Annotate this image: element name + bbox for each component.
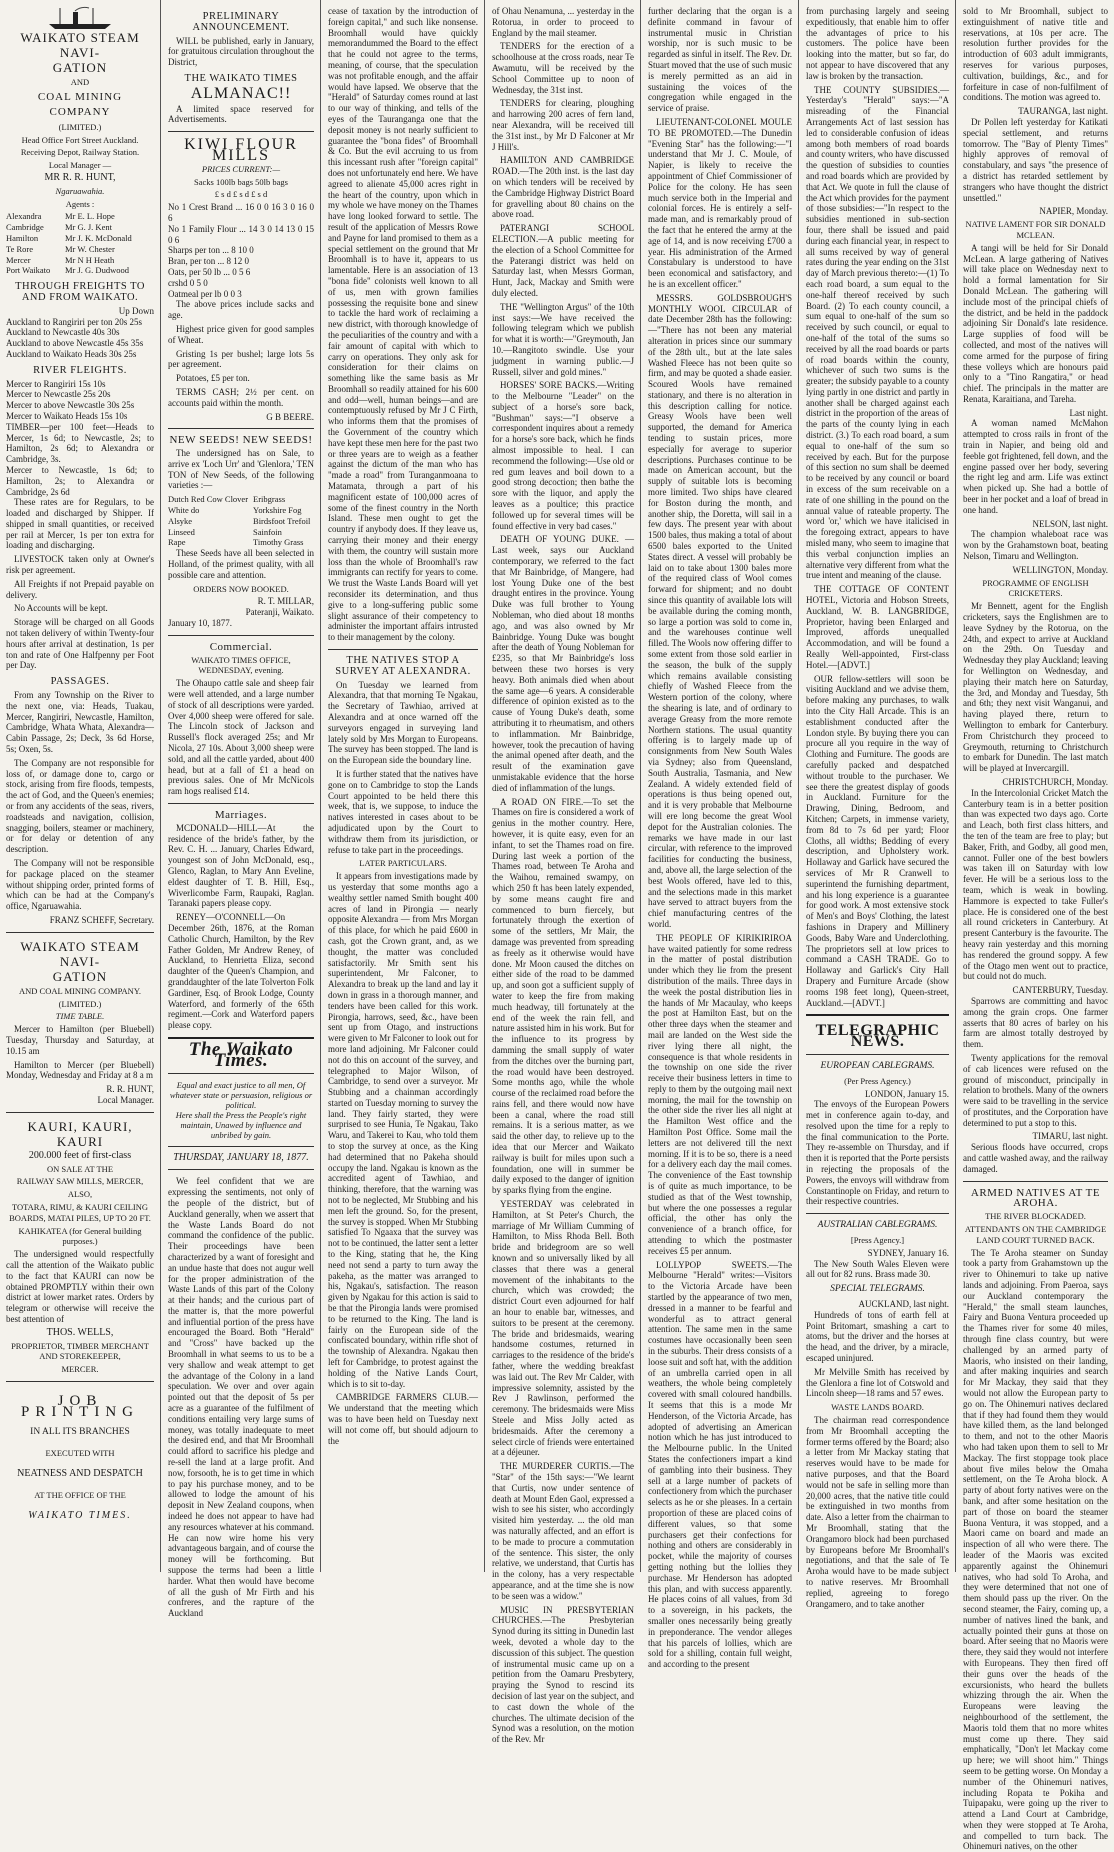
- telegram-body: A tangi will be held for Sir Donald McLean. A large gathering of Natives will take place on Wednesday next to hold a formal lamentation for Sir Donald McLean. The gathering will include most of the principal chiefs of the district, and be held in the paddock adjoining Sir Donald's late residence. Large supplies of food will be collected, and most of the natives will come armed for the purpose of firing these volleys which are honours paid only to a "Tino Rangatira," or head chief. The principals in the matter are Renata, Karaitiana, and Tareha.: [963, 242, 1108, 404]
- neatness-label: NEATNESS AND DESPATCH: [17, 1468, 143, 1480]
- news-item: HAMILTON AND CAMBRIDGE ROAD.—The 20th inst. is the last day on which tenders will be received by the Cambridge Highway District Board for gravelling about 80 chains on the above road.: [492, 155, 634, 220]
- motto-2: Here shall the Press the People's right maintain, Unawed by influence and unbribed by gain.: [175, 1109, 307, 1140]
- freight-line: Auckland to Newcastle 40s 30s: [6, 327, 120, 338]
- wells-role: PROPRIETOR, TIMBER MERCHANT AND STOREKEEPER,: [11, 1340, 149, 1362]
- price-row: Bran, per ton ... 8 12 0: [168, 256, 249, 267]
- telegraphic-news-heading: TELEGRAPHIC NEWS.: [815, 1022, 940, 1051]
- passages-heading: PASSAGES.: [50, 676, 110, 688]
- seed-item: Eribgrass: [253, 494, 286, 505]
- column-rule: [320, 0, 321, 1572]
- farmers-club: CAMBRIDGE FARMERS CLUB.—We understand that the meeting which was to have been held on Tuesday next will not come off, but should adjourn to the: [328, 1392, 478, 1446]
- column-5: [642, 0, 798, 1670]
- column-rule: [160, 0, 161, 1572]
- later-particulars: LATER PARTICULARS.: [359, 858, 447, 869]
- steam-title-2: GATION: [52, 60, 108, 75]
- price-row: Oats, per 50 lb ... 0 5 6: [168, 266, 251, 277]
- masthead: The Waikato Times.: [188, 1038, 294, 1071]
- millar-location: Pateranji, Waikato.: [245, 607, 314, 618]
- steam-title: WAIKATO STEAM NAVI-: [20, 30, 140, 60]
- river-line: Mercer to Newcastle, 1s 6d; to Hamilton, 2s; to Alexandra or Cambridge, 2s 6d: [6, 464, 154, 497]
- auckland-dateline: AUCKLAND, last night.: [858, 1299, 949, 1310]
- agent-row: Port Waikato Mr J. G. Dudwood: [6, 265, 129, 276]
- beere-signature: G B BEERE.: [266, 411, 314, 422]
- kauri-sale: ON SALE AT THE: [46, 1163, 114, 1174]
- agents-label: Agents :: [65, 198, 95, 209]
- seeds-body: The undersigned has on Sale, to arrive ex 'Loch Urr' and 'Glenlora,' TEN TON of New Seeds, of the following varieties :—: [168, 448, 314, 491]
- news-item: A ROAD ON FIRE.—To set the Thames on fire is considered a work of genius in the mother country. Here, however, it is quite easy, even for an infant, to set the Thames road on fire. During last week a portion of the Thames road, between Te Aroha and the Waihou, remained swampy, on which 250 ft has been lately expended, by some means caught fire and commenced to burn fiercely, but fortunately through the exertion of some of the settlers, Mr Mair, the damage was prevented from spreading as freely as it otherwise would have done. Mr Moon caused the ditches on either side of the road to be dammed up, and soon got a sufficient supply of water to keep the fire from making much headway, till fortunately at the end of the week the rain fell, and nature assisted him in his work. But for the influence to its progress by damming the small supply of water from the ditches over the burning part, the road would have been destroyed. Some months ago, while the whole course of the reclaimed road before the rains fell, and there would now have been a canal, where the road still remains. It is a serious matter, as we said the other day, to relieve up to the idea that our Mercer and Waikato railway is built for miles upon such a foundation, one will in summer be daily exposed to the danger of ignition by sparks flying from the engine.: [492, 796, 634, 1196]
- limited2-label: (LIMITED.): [58, 998, 102, 1009]
- freights-updown: Up Down: [118, 305, 154, 316]
- timetable-line: Mercer to Hamilton (per Bluebell) Tuesday, Thursday and Saturday, at 10.15 am: [6, 1024, 154, 1056]
- price-row: crshd 0 5 0: [168, 277, 208, 288]
- steamship-icon: [45, 6, 115, 30]
- waikato-times-label: WAIKATO TIMES.: [28, 1509, 132, 1521]
- orders-booked: ORDERS NOW BOOKED.: [193, 583, 289, 594]
- seed-item: Birdsfoot Trefoil: [253, 515, 311, 526]
- almanac-note: A limited space reserved for Advertisements.: [168, 103, 314, 125]
- commercial-heading: Commercial.: [209, 640, 273, 653]
- waste-lands-body: The chairman read correspondence from Mr Broomhall accepting the former terms offered by the Board; also a letter from Mr Mackay stating that reserves would have to be made for native purposes, and that the Board would not be safe in selling more than 20,000 acres, that the native title could be extinguished in two months from date. Also a letter from the chairman to Mr Broomhall, stating that the Orangamoro block had been purchased by Europeans before Mr Broomhall's negotiations, and that the sale of Te Aroha would have to be made subject to native reserves. Mr Broomhall replied, agreeing to forego Orangamero, and to take another: [806, 1415, 949, 1609]
- cable-body: The envoys of the European Powers met in conference again to-day, and resolved upon the time for a reply to the final communication to the Porte. They re-assemble on Thursday, and if then it is reported that the Porte persists in rejecting the proposals of the Powers, the envoys will withdraw from Constantinople on Friday, and return to their respective countries.: [806, 1099, 949, 1207]
- london-dateline: LONDON, January 15.: [865, 1088, 949, 1099]
- timetable-label: TIME TABLE.: [55, 1011, 105, 1022]
- telegram-body: Serious floods have occurred, crops and cattle washed away, and the railway damaged.: [963, 1142, 1108, 1174]
- potatoes-note: Potatoes, £5 per ton.: [176, 373, 250, 384]
- seeds-note: These Seeds have all been selected in Holland, of the primest quality, with all possible care and attention.: [168, 548, 314, 580]
- river-line: Mercer to Rangiriri 15s 10s: [6, 378, 106, 389]
- telegram-body: Dr Pollen left yesterday for Katikati special settlement, and returns tomorrow. The "Bay of Plenty Times" highly approves of removal of constabulary, and says "the presence of a district has retarded settlement by strangers who have thought the district unsettled.": [963, 116, 1108, 203]
- river-note: LIVESTOCK taken only at Owner's risk per agreement.: [6, 554, 154, 576]
- commercial-office: WAIKATO TIMES OFFICE, WEDNESDAY, evening.: [191, 654, 291, 676]
- leading-article: We feel confident that we are expressing the sentiments, not only of the people of the district, but of Auckland generally, when we assert that the Waste Lands Board do not command the confidence of the public. Their proceedings have been characterized by a want of foresight and an undue haste that does not augur well for the proper administration of the Waste Lands of this part of the Colony at their hands; and the curious part of the matter is, that the more powerful and influential portion of the press have encouraged the Board. Both "Herald" and "Cross" have backed up the Broomhall in what seems to us to be a very shallow and weak attempt to get the advantage of the Colony in a land speculation. We over and over again pointed out that the deposit of 5s per acre as a guarantee of the fulfilment of conditions entailing very large sums of money, was totally inadequate to meet the desired end, and that Mr Broomhall could afford to sacrifice his pledge and re-sell the land at a large profit. And now, forsooth, he is to get time in which to pay his purchase money, and to be allowed to lodge the amount of his deposit in New Zealand coupons, when indeed he does not appear to have had any resources whatever at his command. He can now wire home his very advantageous bargain, and of course the money will be forthcoming. But suppose the terms had been a little harder. What then would have become of all the gush of Mr Firth and his confreres, and the rapture of the Auckland: [168, 1176, 314, 1619]
- price-row: No 1 Family Flour ... 14 3 0 14 13 0 15 0 6: [168, 223, 314, 245]
- sacks-header: Sacks 100lb bags 50lb bags: [194, 176, 288, 187]
- telegram-body: Twenty applications for the removal of cab licences were refused on the ground of misconduct, principally in relation to brothels. Many of the owners were said to be travelling in the service of prostitutes, and the Corporation have determined to put a stop to this.: [963, 1052, 1108, 1128]
- price-row: Oatmeal per lb 0 0 3: [168, 288, 242, 299]
- news-item: MUSIC IN PRESBYTERIAN CHURCHES.—The Presbyterian Synod during its sitting in Dunedin last week, devoted a whole day to the discussion of this subject. The question of instrumental music came up on a petition from the Oamaru Presbytery, praying the Synod to rescind its decision of last year on the subject, and to cast down the whole of the churches. The ultimate decision of the Synod was a resolution, on the motion of the Rev. Mr: [492, 1604, 634, 1745]
- news-item: THE "Wellington Argus" of the 10th inst says:—We have received the following telegram which we publish for what it is worth:—"Greymouth, Jan 10.—Rangitoto swindle. Use your judgment in warning public.—J Russell, silver and gold mines.": [492, 301, 634, 377]
- news-item: of Ohau Nenamuna, ... yesterday in the Rotorua, in order to proceed to England by the mail steamer.: [492, 6, 634, 38]
- hunt-signature: R. R. HUNT,: [106, 1084, 154, 1095]
- prices-note: The above prices include sacks and age.: [168, 299, 314, 321]
- river-note: No Accounts will be kept.: [14, 603, 108, 614]
- river-heading: RIVER FLEIGHTS.: [33, 364, 127, 376]
- hunt-role: Local Manager.: [97, 1094, 154, 1105]
- news-item: TENDERS for clearing, ploughing and harrowing 200 acres of fern land, near Alexandra, will be received till the 31st inst., by Mr D Falconer at Mr J Hill's.: [492, 98, 634, 152]
- agent-row: Alexandra Mr E. L. Hope: [6, 211, 115, 222]
- last-night-dateline: Last night.: [1069, 407, 1108, 418]
- kauri-mill: RAILWAY SAW MILLS, MERCER,: [16, 1176, 144, 1187]
- marriage-notice: RENEY—O'CONNELL—On December 26th, 1876, at the Roman Catholic Church, Hamilton, by the Rev Father Golden, Mr Andrew Reney, of Auckland, to Henrietta Eliza, second daughter of the Queen's Champion, and granddaughter of the late Tolverton Folk Gardiner, Esq. of Brook Lodge, County Waterford, and formerly of the 65th regiment.—Cork and Waterford papers please copy.: [168, 912, 314, 1031]
- seed-list: [168, 494, 314, 548]
- agent-row: Mercer Mr N H Heath: [6, 254, 115, 265]
- gristing-note: Gristing 1s per bushel; large lots 5s per agreement.: [168, 348, 314, 370]
- news-item: LIEUTENANT-COLONEL MOULE TO BE PROMOTED.—The Dunedin "Evening Star" has the following:—"I understand that Mr J. C. Moule, of Napier, is likely to receive the appointment of Chief Commissioner of Police for the colony. He has seen much service both in the Imperial and colonial forces. He is entirely a self-made man, and is remarkably proud of the fact that he entered the army at the age of 14, and is now receiving £700 a year. His administration of the Armed Constabulary is understood to have been economical and satisfactory, and he is an excellent officer.": [648, 116, 792, 289]
- river-line: TIMBER—per 100 feet—Heads to Mercer, 1s 6d; to Newcastle, 2s; to Hamilton, 2s 6d; to Alexandra or Cambridge, 3s.: [6, 421, 154, 465]
- river-blockaded: THE RIVER BLOCKADED.: [985, 1211, 1086, 1222]
- news-item: from purchasing largely and seeing expeditiously, that enable him to offer the advantages of price to his customers. The police have been looking into the matter, but so far, do not appear to have discovered that any law is broken by the transaction.: [806, 6, 949, 81]
- all-branches: IN ALL ITS BRANCHES: [30, 1427, 130, 1438]
- seed-item: Alsyke: [168, 515, 193, 526]
- tauranga-dateline: TAURANGA, last night.: [1018, 106, 1108, 117]
- marriages-heading: Marriages.: [214, 809, 268, 821]
- seed-item: White do: [168, 505, 200, 516]
- mercer-label: MERCER.: [61, 1364, 99, 1375]
- waste-lands-heading: WASTE LANDS BOARD.: [831, 1402, 924, 1413]
- manager-name: MR R. R. HUNT,: [44, 171, 116, 183]
- price-row: No 1 Crest Brand ... 16 0 0 16 3 0 16 0 6: [168, 202, 314, 223]
- millar-date: January 10, 1877.: [168, 618, 232, 629]
- almanac-title: ALMANAC!!: [190, 84, 292, 102]
- river-note: These rates are for Regulars, to be loaded and discharged by Shipper. If shipped in small quantities, or received per rail at Mercer, 1s per ton extra for loading and discharging.: [6, 497, 154, 551]
- column-rule: [955, 0, 956, 1572]
- highest-price-note: Highest price given for good samples of Wheat.: [168, 323, 314, 345]
- column-rule: [798, 0, 799, 1572]
- news-item: THE PEOPLE OF KIRIKIRIROA have waited patiently for some redress in the matter of postal distribution under which they lie from the present distribution of the mails. Three days in the week the postal distribution lies in the hands of Mr Macaulay, who keeps the post at Hamilton East, but on the other three days when the steamer and mail are landed on the West side the river lying there all night, the consequence is that whole residents in the township on one side the river receive their business letters in time to reply to them by the outgoing mail next morning, the mail for the township on the other side the river lies all night at the Hamilton West office and the Hamilton Post Office. Some mail the letters are not delivered till the next morning. If it is to be so, there is a need for a delivery each day the mail comes. The convenience of the East township is of quite as much importance, to be studied as that of the West township, but where the one possesses a regular official, the other has only the convenience of a branch office, for attending to which the postmaster receives £5 per annum.: [648, 932, 792, 1256]
- kauri-also: ALSO,: [67, 1189, 93, 1200]
- new-seeds-heading: NEW SEEDS! NEW SEEDS!: [169, 434, 313, 447]
- news-item: MESSRS. GOLDSBROUGH'S MONTHLY WOOL CIRCULAR of date December 28th has the following:—"There has not been any material alteration in prices since our summary of the 28th ult., but at the late sales Washed Fleece has not been quite so firm, and may be quoted a shade easier. Scoured Wools have remained stationary, and there is no alteration in this description calling for notice. Greasy Wools have been well supported, the demand for America tending to sustain prices, more especially for average to superior descriptions. Purchases continue to be made on American account, but the supply of suitable lots is becoming more limited. Two ships have cleared for Boston during the month, and another ship, the Doretta, will sail in a few days. The present year with about 1500 bales, thus making a total of about 6500 bales exported to the United States direct. A vessel will probably be laid on to take about 1300 bales more of the required class of Wool comes forward for shipment; and no doubt since this quantity of available lots will be available during the coming month, so large a portion was sold to come in, and the warehouses continue well filled. The Wools now offering differ to some extent from those sold earlier in the season, the bulk of the supply which remains available consisting chiefly of Washed Fleece from the Western portion of the colony, where the shearing is late, and of ordinary to average Greasy from the more remote Northern stations. The usual quantity offering is to largely made up of consignments from New South Wales via Sydney; also from Queensland, South Australia, Tasmania, and New Zealand. A widely extended field of operations is thus being opened out, and it is very probable that Melbourne will ere long become the great Wool depot for the Australian colonies. The remarks we have made in our last circular, with reference to the improved facilities for conducting the business, and, above all, the large selection of the best Wools offered, have led to this, and the selections made in this market have served to attract buyers from the chief manufacturing centres of the world.: [648, 292, 792, 929]
- natives-body: On Tuesday we learned from Alexandra, that that morning Te Ngakau, the Secretary of Tawhiao, arrived at Alexandra and at once warned off the surveyors engaged in surveying land lately sold by Mrs Morgan to Europeans. The survey has been stopped. The land is on the European side the boundary line.: [328, 679, 478, 766]
- wells-name: THOS. WELLS,: [46, 1326, 114, 1338]
- advertisement: OUR fellow-settlers will soon be visiting Auckland and we advise them, before making any purchases, to walk into the City Hall Arcade. This is an establishment conducted after the London style. By buying there you can procure all you require in the way of Clothing and Furniture. The goods are carefully packed and despatched without trouble to the purchaser. We see there the greatest display of goods in Auckland. Furniture for the Drawing, Dining, Bedroom, and Kitchen; Carpets, in immense variety, from 8d to 7s 6d per yard; Floor Cloths, all widths; Bedding of every description, and Upholstery work. Hollaway and Garlick have secured the services of Mr R Cranwell to superintend the furnishing department, and his long experience is a guarantee for good work. A most extensive stock of Men's and Boys' Clothing, the latest fashions in Drapery and Millinery Goods, Baby Ware and Underclothing. The proprietors sell at low prices to command a CASH TRADE. Go to Hollaway and Garlick's City Hall Drapery and Furniture Arcade (show rooms 198 feet long), Queen-street, Auckland.—[ADVT.]: [806, 673, 949, 1008]
- executed-label: EXECUTED WITH: [45, 1448, 115, 1459]
- armed-natives-body: The Te Aroha steamer on Sunday took a party from Grahamstown up the river to Ohinemuri to take up native lands and adjoining. From Paeroa, says our Auckland contemporary the "Herald," the small steam launches, Fairy and Buona Ventura proceeded up the Thames river for some 40 miles, through fine class country, but were challenged by an armed party of Maoris, who insisted on their landing, and after making inquiries and search for Mr Mackay, they said that they would not allow the European party to go on. The Ohinemuri natives declared that if they had found them they would have killed them, as the land belonged to them, and not to the other Maoris who had taken upon them to sell to Mr Mackay. The first stoppage took place about five miles below the Omaha settlement, on the Te Aroha block. A party of about forty natives were on the bank, and after some hesitation on the part of those on board the steamer Buona Ventura, it was stopped, and a Maori came on board and made an inspection of all who were there. The leader of the Maoris was excited apparently against the Ohinemuri natives, who had sold To Aroha, and they were determined that not one of them should pass up the river. On the second steamer, the Fairy, coming up, a number of natives lined the bank, and actually pointed their guns at those on board. After seeing that no Maoris were there, they said they would not interfere with Europeans. They then fired off their guns over the heads of the excursionists, who heard the bullets whizzing through the air. When the Europeans were leaving the neighbourhood of the settlement, the Maoris told them that no more whites must come up there. They said emphatically, "Don't let Mackay come up here; we will shoot him." Things seem to be getting worse. On Monday a number of the Ohinemuri natives, including Ropata te Pokiha and Tuipapaku, were going up the river to attend a Land Court at Cambridge, when they were stopped at Te Aroha, and compelled to turn back. The Ohinemuri natives, on the other: [963, 1247, 1108, 1852]
- seed-item: Linseed: [168, 526, 195, 537]
- manager-label: Local Manager —: [48, 160, 112, 171]
- river-line: Mercer to above Newcastle 30s 25s: [6, 400, 135, 411]
- press-agency: (Per Press Agency.): [844, 1075, 911, 1086]
- sydney-dateline: SYDNEY, January 16.: [867, 1247, 949, 1258]
- telegram-body: Hundreds of tons of earth fell at Point Britomart, smashing a cart to atoms, but the driver and the horses at the head, and the driver, by a miracle, escaped uninjured.: [806, 1309, 949, 1364]
- telegram-body: The champion whaleboat race was won by the Grahamstown boat, beating Nelson, Timaru and Wellington.: [963, 529, 1108, 562]
- river-line: Mercer to Waikato Heads 15s 10s: [6, 410, 128, 421]
- seed-item: Dutch Red Cow Clover: [168, 494, 249, 505]
- column-2: [162, 0, 320, 1619]
- telegram-body: Mr Bennett, agent for the English cricketers, says the Englishmen are to leave Sydney by the Rotorua, on the 24th, and expect to arrive at Auckland on the 29th. On Tuesday and Wednesday they play Auckland; leaving for Wellington on Wednesday, and playing their match here on Saturday, the 3rd, and Monday and Tuesday, 5th and 6th; they next visit Wanganui, and having played there, return to Wellington to embark for Canterbury. From Christchurch they proceed to Greymouth, returning to Christchurch to embark for Dunedin. The last match will be played at Invercargill.: [963, 601, 1108, 774]
- timetable-line: Hamilton to Mercer (per Bluebell) Monday, Wednesday and Friday at 8 a m: [6, 1059, 154, 1081]
- coal-title: COAL MINING COMPANY: [37, 90, 123, 118]
- column-1: [0, 0, 160, 1572]
- canterbury-dateline: CANTERBURY, Tuesday.: [1012, 985, 1108, 996]
- job-printing-heading: JOB PRINTING: [21, 1392, 139, 1420]
- column-4: [486, 0, 640, 1745]
- agents-table: [6, 211, 154, 276]
- kauri-amount: 200.000 feet of first-class: [28, 1149, 132, 1161]
- agent-row: Te Rore Mr W. Chester: [6, 243, 115, 254]
- column-rule: [640, 0, 641, 1572]
- freights-heading: THROUGH FREIGHTS TO AND FROM WAIKATO.: [15, 281, 145, 303]
- steam2-title: WAIKATO STEAM NAVI-: [20, 938, 140, 969]
- news-item: TENDERS for the erection of a schoolhouse at the cross roads, near Te Awamutu, will be received by the School Committee up to noon of Wednesday, the 31st inst.: [492, 41, 634, 95]
- motto: Equal and exact justice to all men, Of whatever state or persuasion, religious or political.: [169, 1079, 313, 1110]
- price-row: Sharps per ton ... 8 10 0: [168, 245, 254, 256]
- news-item: sold to Mr Broomhall, subject to extinguishment of native title and reservations, at 10s per acre. The resolution further provides for the introduction of 603 adult immigrants, reserves for various purposes, cultivation, buildings, &c., and for forfeiture in case of non-fulfilment of conditions. The motion was agreed to.: [963, 6, 1108, 103]
- press-agency: [Press Agency.]: [850, 1235, 905, 1246]
- manager-location: Ngaruawahia.: [55, 185, 105, 196]
- kauri-body: The undersigned would respectfully call the attention of the Waikato public to the fact that KAURI can now be obtained PROMPTLY within their own district at lower market rates. Orders by telegram or otherwise will receive the best attention of: [6, 1249, 154, 1324]
- commercial-body: The Ohaupo cattle sale and sheep fair were well attended, and a large number of stock of all descriptions were yarded. Over 4,000 sheep were offered for sale. The Lincoln stock of Jackson and Russell's flock averaged 25s; and Mr Nicola, 27 10s. About 3,000 sheep were sold, and all the cattle yarded, about 400 head, but at a fall of £1 a head on previous sales. One of Mr McNicols ram hogs realised £14.: [168, 678, 314, 797]
- australian-cablegrams: AUSTRALIAN CABLEGRAMS.: [817, 1220, 938, 1231]
- telegram-body: Mr Melville Smith has received by the Glenlora a fine lot of Cotswold and Lincoln sheep—18 rams and 57 ewes.: [806, 1366, 949, 1399]
- kauri-heading: KAURI, KAURI, KAURI: [27, 1118, 133, 1149]
- news-item: YESTERDAY was celebrated in Hamilton, at St Peter's Church, the marriage of Mr William Cumming of Hamilton, to Miss Rhoda Bell. Both bride and bridegroom are so well known and so universally liked by all classes that there was a general movement of the inhabitants to the church, which was crowded; the district Court even adjourned for half an hour to enable bar, witnesses, and suitors to be present at the ceremony. The bride and bridesmaids, wearing handsome costumes, returned in carriages to the residence of the bride's father, where the wedding breakfast was laid out. The Rev Mr Calder, with impressive solemnity, assisted by the Rev J Rawlinson, performed the ceremony. The bridesmaids were Miss Steele and Miss Jolly acted as bridesmaids. After the ceremony a select circle of friends were entertained at a déjeuner.: [492, 1199, 634, 1458]
- seed-item: Yorkshire Fog: [253, 505, 302, 516]
- freight-line: Auckland to above Newcastle 45s 35s: [6, 338, 144, 349]
- mclean-heading: NATIVE LAMENT FOR SIR DONALD MCLEAN.: [965, 219, 1106, 240]
- freight-line: Auckland to Waikato Heads 30s 25s: [6, 348, 137, 359]
- seed-item: Timothy Grass: [253, 537, 304, 548]
- advertisement: THE COTTAGE OF CONTENT HOTEL, Victoria and Hobson Streets, Auckland, W. B. LANGBRIDGE, Proprietor, having been Enlarged and Improved, affords unequalled Accommodation, and will be found a Really Well-appointed, First-class Hotel.—[ADVT.]: [806, 584, 949, 670]
- kahikatea: KAHIKATEA (for General building purposes.): [18, 1225, 142, 1247]
- liability-text: The Company are not responsible for loss of, or damage done to, cargo or stock, arising from fire floods, tempests, the act of God, and the Queen's enemies; or from any accidents of the seas, rivers, roadsteads and navigation, collision, snagging, boilers, steamer or machinery, or for delay or detention of any description.: [6, 757, 154, 855]
- agent-row: Hamilton Mr J. K. McDonald: [6, 232, 132, 243]
- leading-article-cont: cease of taxation by the introduction of foreign capital," and such like nonsense. Broomhall would have quickly memorandummed the Board to the effect that he could not agree to the terms, meaning, of course, that the speculation was not profitable enough, and the affair would have lapsed. We observe that the "Herald" of Saturday comes round at last to our way of thinking, and tells of the eyes of the Tauranganga one that the deposit money is not nearly sufficient to guarantee the "bona fides" of Broomhall & Co. But the evil accruing to us from this incessant rush after "foreign capital" does not unfortunately end here. We have agreed to alienate 45,000 acres right in the heart of the country, upon which in my whole we have money on the Thames have long looked forward to settle. The result of the application of Messrs Rowe and Payne for land promised to them as a special settlement on the ground that Mr Broomhall is to have it, appears to us lamentable. Here is an association of 13 "bona fide" colonists well known to all of us, men with grown families possessing the requisite bone and sinew to tackle the hard work of reclaiming a new district, with thorough knowledge of the peculiarities of the country and with a fair amount of capital with which to carry on operations. They only ask for consideration for their claims on something like the same basis as Mr Broomhall so readily attained for his 600 and odd—well, human beings—and are contemptuously refused by Mr J C Firth, who informs them that the promises of the Government of the country which have kept these men here for the past two or three years are to weigh as a feather against the dictum of the man who has "made a road" from Turanganmoana to Matamata, through a part of his magnificent estate of 100,000 acres of some of the finest country in the North Island. These men ought to get the country if anybody does. If they leave us, carrying their money and their energy with them, the country will sustain more loss than the whole of Broomhall's raw immigrants can rectify for years to come. We trust the Waste Lands Board will yet reconsider its determination, and thus give to a long-suffering public some slight assurance of their competency to administer the important affairs intrusted to their management by the colony.: [328, 6, 478, 643]
- marriage-notice: MCDONALD—HILL—At the residence of the bride's father, by the Rev. C. H. ... January, Charles Edward, youngest son of John McDonald, esq., Glenco, Raglan, to Mary Ann Eveline, eldest daughter of T. B. Hill, Esq., Wiverlicombe Farm, Raupaki, Raglan. Taranaki papers please copy.: [168, 822, 314, 909]
- kauri-totara: TOTARA, RIMU, & KAURI CEILING BOARDS, MATAI PILES, UP TO 20 FT.: [9, 1201, 151, 1223]
- seed-item: Sainfoin: [253, 526, 282, 537]
- natives-survey-heading: THE NATIVES STOP A SURVEY AT ALEXANDRA.: [335, 655, 471, 677]
- nelson-dateline: NELSON, last night.: [1032, 518, 1108, 529]
- secretary-signature: FRANZ SCHEFF, Secretary.: [49, 914, 154, 925]
- millar-name: R. T. MILLAR,: [257, 596, 314, 607]
- natives-body: It is further stated that the natives have gone on to Cambridge to stop the Lands Court appointed to be held there this week, that is, we suppose, to induce the natives interested in cases about to be adjudicated upon by the Court to withdraw them from its jurisdiction, or refuse to take part in the proceedings.: [328, 768, 478, 855]
- armed-natives-heading: ARMED NATIVES AT TE AROHA.: [970, 1186, 1101, 1210]
- news-item: DEATH OF YOUNG DUKE. — Last week, says our Auckland contemporary, we referred to the fact that Mr Bainbridge, of Mangere, had lost Young Duke one of the best draught entires in the province. Young Duke was full brother to Young Nobleman, who died about 18 months ago, and was also owned by Mr Bainbridge. Young Duke was bought after the death of Young Nobleman for £235, so that Mr Bainbridge's loss between these two horses is very heavy. Both animals died when about the same age—6 years. A considerable difference of opinion existed as to the cause of Young Duke's death, some attributing it to rheumatism, and others to inflammation. Mr Bainbridge, however, took the precaution of having the animal opened after death, and the result of the examination gave unmistakable evidence that the horse died of inflammation of the lungs.: [492, 534, 634, 793]
- receiving-depot: Receiving Depot, Railway Station.: [20, 147, 140, 158]
- times-of-label: THE WAIKATO TIMES: [184, 72, 298, 84]
- prelim-body: WILL be published, early in January, for gratuitous circulation throughout the District,: [168, 35, 314, 68]
- news-item: further declaring that the organ is a definite command in favour of instrumental music in Christian worship, nor is such music to be regarded as sinful in itself. The Rev. Dr. Stuart moved that the use of such music is merely permitted as an aid in sustaining the voices of the congregation while engaged in the service of praise.: [648, 6, 792, 114]
- river-line: Mercer to Newcastle 25s 20s: [6, 389, 111, 400]
- cricket-heading: PROGRAMME OF ENGLISH CRICKETERS.: [982, 577, 1089, 599]
- river-note: All Freights if not Prepaid payable on delivery.: [6, 578, 154, 600]
- freight-line: Auckland to Rangiriri per ton 20s 25s: [6, 316, 142, 327]
- news-item: THE MURDERER CURTIS.—The "Star" of the 15th says:—"We learnt that Curtis, now under sentence of death at Mount Eden Gaol, expressed a wish to see his sister, who accordingly visited him yesterday. ... the old man was naturally affected, and an effort is to be made to procure a commutation of the sentence. This sister, the only relative, we understand, that Curtis has in the colony, has a very respectable appearance, and at the time she is now to be seen was a widow.": [492, 1461, 634, 1601]
- timaru-dateline: TIMARU, last night.: [1032, 1131, 1108, 1142]
- at-office-label: AT THE OFFICE OF THE: [34, 1489, 126, 1500]
- passages-body: From any Township on the River to the next one, via: Heads, Tuakau, Mercer, Rangiriri, Newcastle, Hamilton, Cambridge, Whata Whata, Alexandra—Cabin Passage, 2s; Deck, 3s 6d Horse, 5s; Oxen, 5s.: [6, 690, 154, 755]
- column-rule: [484, 0, 485, 1572]
- kiwi-mills-title: KIWI FLOUR MILLS: [184, 136, 298, 164]
- head-office: Head Office Fort Street Auckland.: [21, 134, 139, 145]
- christchurch-dateline: CHRISTCHURCH, Monday.: [1002, 776, 1108, 787]
- news-item: THE COUNTY SUBSIDIES.—Yesterday's "Herald" says:—"A misreading of the Financial Arrangements Act of last session has led to considerable confusion of ideas among both members of road boards and county writers, who have discussed the question of subsidies to counties and road boards which are provided by that Act. We quote in full the clause of the Act which provides for the payment of those subsidies:—"In respect to the subsidies mentioned in sub-section four, there shall be issued and paid during each financial year, in respect to all sums received by way of general rates during the year ending on the 31st day of March previous thereto:—(1) To each road board, a sum equal to the one-half thereof received by such Board. (2) To each county council, a sum equal to one-half of the sum so received by such council, or equal to one-half of the total of the sums so received by all the road boards or parts of road boards within the county, whichever of such two sums is the greater; the subsidy payable to a county lying partly in one district and partly in another shall be charged against each district in the proportion of the areas of the parts of the county lying in each district. (3.) To each road board, a sum equal to one-half of the sum so received by each. But for the purpose of this section no sum shall be deemed to be received by any council or board in excess of the sum receivable on a rate of one shilling in the pound on the annual value of rateable property. The word 'or,' which we have italicised in the foregoing extract, appears to have misled many, who seem to imagine that this verbal conjunction implies an alternative very different from what the true intent and meaning of the clause.: [806, 84, 949, 581]
- prices-label: PRICES CURRENT:—: [201, 163, 281, 174]
- telegram-body: In the Intercolonial Cricket Match the Canterbury team is in a better position than was expected two days ago. Corte and Leach, both first class hitters, and the ten of the team are free to play; but Baker, Frith, and Godby, all good men, cannot. Fuller one of the best bowlers was taken ill on Saturday with low fever. He will be a serious loss to the team, which is weak in bowling. Hammore is expected to take Fuller's place. He is considered one of the best all round cricketers in Canterbury. At present Canterbury is the favourite. The heavy rain yesterday and this morning has rendered the ground soppy. A few of the Otago men went out to practice, but could not do much.: [963, 787, 1108, 982]
- terms-note: TERMS CASH; 2½ per cent. on accounts paid within the month.: [168, 386, 314, 408]
- prelim-heading: PRELIMINARY ANNOUNCEMENT.: [192, 11, 290, 33]
- news-item: PATERANGI SCHOOL ELECTION.—A public meeting for the election of a School Committee for the Paterangi district was held on Saturday last, when Messrs Gorman, Hunt, Jack, Mackay and Smith were duly elected.: [492, 223, 634, 298]
- seed-item: Rape: [168, 537, 186, 548]
- agent-row: Cambridge Mr G. J. Kent: [6, 222, 112, 233]
- telegram-body: A woman named McMahon attempted to cross rails in front of the train in Napier, and being old and feeble got frightened, fell down, and the engine passed over her body, severing the right leg and arm. Life was extinct when picked up. She had a bottle of beer in her pocket and a loaf of bread in one hand.: [963, 418, 1108, 515]
- cable-body: The New South Wales Eleven were all out for 82 runs. Brass made 30.: [806, 1258, 949, 1280]
- news-item: LOLLYPOP SWEETS.—The Melbourne "Herald" writes:—Visitors to the Victoria Arcade have been startled by the appearance of two men, dressed in a manner to be fearful and wonderful as to attract general attention. The same men in the same costumes have occasionally been seen in the suburbs. Their dress consists of a loose suit and soft hat, with the addition of an umbrella carried open in all weathers, the whole being completely covered with small coloured handbills. It seems that this is a mode Mr Henderson, of the Victoria Arcade, has adopted of advertising an American notion which he has just introduced to the Melbourne public. In the United States the confectioners impart a kind of gambling into their business. They sell at a large number of packets of confectionery from which the purchaser selects as he or she pleases. In a certain proportion of these are placed coins of different values, so that some purchasers get their confections for nothing and others are considerably in pocket, while the majority of courses getting nothing but the lollies they purchase. Mr Henderson has adopted this plan, and with success apparently. He places coins of all values, from 3d to a sovereign, in his packets, the smaller ones necessarily being greatly in preponderance. The vendor alleges that his parcels of lollies, which are sold for a shilling, contain full weight, and according to the present: [648, 1259, 792, 1670]
- lsd-header: £ s d £ s d £ s d: [214, 189, 268, 200]
- and-label: AND: [70, 77, 90, 87]
- river-note: Storage will be charged on all Goods not taken delivery of within Twenty-four hours after arrival at destination, 1s per ton and rate of One Halfpenny per Foot per Day.: [6, 617, 154, 671]
- european-cablegrams: EUROPEAN CABLEGRAMS.: [820, 1060, 935, 1071]
- column-3: [322, 0, 484, 1572]
- issue-date: THURSDAY, JANUARY 18, 1877.: [173, 1151, 309, 1163]
- special-telegrams: SPECIAL TELEGRAMS.: [830, 1284, 925, 1295]
- news-item: HORSES' SORE BACKS.—Writing to the Melbourne "Leader" on the subject of a horse's sore back, "Bushman" says:—"I observe a correspondent inquires about a remedy for a horse's sore back, which he finds almost impossible to heal. I can recommend the following:—Use old or red gum leaves and boil down to a good strong decoction; then bathe the sore with the liquor, and apply the leaves as a poultice; this practice followed up for several times will be found effective in very bad cases.": [492, 380, 634, 531]
- later-body: It appears from investigations made by us yesterday that some months ago a wealthy settler named Smith bought 400 acres of land in Pirongia — nearly opposite Alexandra — from Mrs Morgan of this place, for which he paid £600 in cash, got the Crown grant, and, as we thought, the matter was concluded satisfactorily. Mr Smith sent his superintendent, Mr Falconer, to Alexandra to break up the land and lay it down in grass in a thorough manner, and tenders have been called for this work. Pirongia, harrows, seed, &c., have been sent up from Otago, and instructions were given to Mr Falconer to look out for more land adjoining. Mr Falconer could not do this on account of the survey, and telegraphed to Major Wilson, of Cambridge, to send over a surveyor. Mr Stubbing and a chainman accordingly started on Tuesday morning to survey the land. They fairly started, they were surprised to see Hunia, Te Ngakau, Tako Waru, and Takerei to Kau, who told them to stop the survey at once, as the King had determined that no Pakeha should occupy the land. Ngakau is known as the accredited agent of Tawhiao, and thinking, therefore, that the warning was not to be neglected, Mr Stubbing and his men left the ground. So, for the present, the survey is stopped. When Mr Stubbing satisfied To Ngaaxa that the survey was not to be continued, the latter sent a letter to the King, stating that he, the King need not send a party to turn away the pakeha, as the matter was arranged to his, Ngakau's, satisfaction. The reason given by Ngakau for this action is said to be that the Pirongia lands were promised to be returned to the King. The land is fairly on the European side of the confiscated boundary, within rifle shot of the township of Alexandra. Ngakau then left for Cambridge, to protest against the holding of the Native Lands Court, which is to sit to-day.: [328, 871, 478, 1389]
- column-6: [800, 0, 955, 1609]
- coal2-title: AND COAL MINING COMPANY.: [18, 985, 141, 996]
- napier-dateline: NAPIER, Monday.: [1039, 206, 1108, 217]
- liability-text: The Company will not be responsible for package placed on the steamer without shipping order, printed forms of which can be had at the Company's office, Ngaruawahia.: [6, 858, 154, 912]
- telegram-body: Sparrows are committing and havoc among the grain crops. One farmer asserts that 80 acres of barley on his farm are almost totally destroyed by them.: [963, 995, 1108, 1050]
- steam2-title-2: GATION: [52, 968, 108, 984]
- limited-label: (LIMITED.): [58, 121, 102, 132]
- column-7: [957, 0, 1114, 1852]
- wellington-dateline: WELLINGTON, Monday.: [1012, 564, 1108, 575]
- attendants-subhead: ATTENDANTS ON THE CAMBRIDGE LAND COURT TURNED BACK.: [964, 1224, 1107, 1245]
